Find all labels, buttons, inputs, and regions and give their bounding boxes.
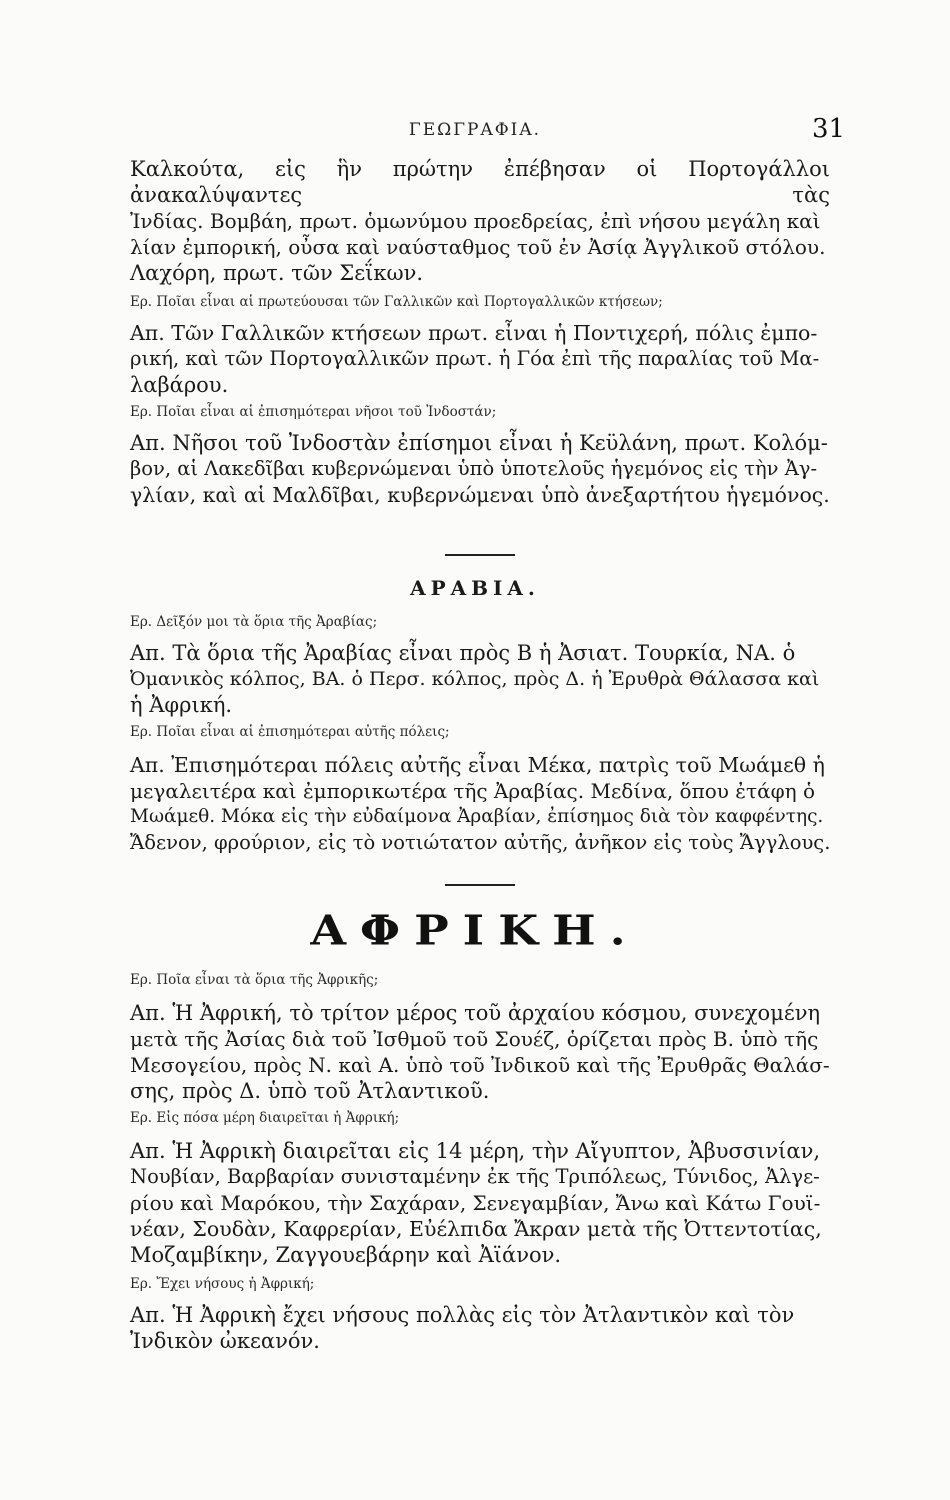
text-line: Απ. Ἐπισημότεραι πόλεις αὐτῆς εἶναι Μέκα, πατρὶς τοῦ Μωάμεθ ἡ bbox=[130, 753, 825, 777]
africa-section bbox=[130, 970, 830, 1354]
text-line: Μοζαμβίκην, Ζαγγουεβάρην καὶ Ἀϊάνον. bbox=[130, 1243, 562, 1267]
text-line: ρίου καὶ Μαρόκου, τὴν Σαχάραν, Σενεγαμβίαν, Ἄνω καὶ Κάτω Γουϊ- bbox=[130, 1191, 821, 1215]
answer bbox=[130, 430, 830, 508]
text-line: Ἄδενον, φρούριον, εἰς τὸ νοτιώτατον αὐτῆς, ἀνῆκον εἰς τοὺς Ἄγγλους. bbox=[130, 831, 831, 854]
text-line: Απ. Τὰ ὅρια τῆς Ἀραβίας εἶναι πρὸς Β ἡ Ἀσιατ. Τουρκία, ΝΑ. ὁ bbox=[130, 641, 796, 665]
text-line: ρική, καὶ τῶν Πορτογαλλικῶν πρωτ. ἡ Γόα ἐπὶ τῆς παραλίας τοῦ Μα- bbox=[130, 347, 820, 370]
question: Ερ. Ποῖαι εἶναι αἱ ἐπισημότεραι αὐτῆς πόλεις; bbox=[130, 724, 450, 740]
text-line: λαβάρου. bbox=[130, 373, 229, 397]
text-line: μεγαλειτέρα καὶ ἐμπορικωτέρα τῆς Ἀραβίας. Μεδίνα, ὅπου ἐτάφη ὁ bbox=[130, 779, 815, 803]
text-line: Απ. Τῶν Γαλλικῶν κτήσεων πρωτ. εἶναι ἡ Ποντιχερή, πόλις ἐμπο- bbox=[130, 321, 818, 345]
india-section bbox=[130, 156, 830, 508]
section-divider bbox=[445, 884, 515, 886]
text-line: Ἰνδίας. Βομβάη, πρωτ. ὁμωνύμου προεδρείας, ἐπὶ νήσου μεγάλη καὶ bbox=[130, 209, 821, 233]
text-line: Νουβίαν, Βαρβαρίαν συνισταμένην ἐκ τῆς Τριπόλεως, Τύνιδος, Ἀλγε- bbox=[130, 1165, 820, 1188]
text-line: σης, πρὸς Δ. ὑπὸ τοῦ Ἀτλαντικοῦ. bbox=[130, 1079, 490, 1103]
text-line: μετὰ τῆς Ἀσίας διὰ τοῦ Ἰσθμοῦ τοῦ Σουέζ, ὁρίζεται πρὸς Β. ὑπὸ τῆς bbox=[130, 1027, 819, 1051]
text-line: γλίαν, καὶ αἱ Μαλδῖβαι, κυβερνώμεναι ὑπὸ ἀνεξαρτήτου ἡγεμόνος. bbox=[130, 483, 830, 507]
question: Ερ. Ποῖαι εἶναι αἱ πρωτεύουσαι τῶν Γαλλικῶν καὶ Πορτογαλλικῶν κτήσεων; bbox=[130, 294, 663, 310]
question: Ερ. Εἰς πόσα μέρη διαιρεῖται ἡ Ἀφρική; bbox=[130, 1110, 400, 1126]
answer bbox=[130, 320, 830, 398]
text-line: Απ. Ἡ Ἀφρική, τὸ τρίτον μέρος τοῦ ἀρχαίου κόσμου, συνεχομένη bbox=[130, 1001, 821, 1025]
text-line: ἡ Ἀφρική. bbox=[130, 693, 233, 717]
text-line: Μωάμεθ. Μόκα εἰς τὴν εὐδαίμονα Ἀραβίαν, ἐπίσημος διὰ τὸν καφφέντης. bbox=[130, 806, 824, 827]
question: Ερ. Δεῖξόν μοι τὰ ὅρια τῆς Ἀραβίας; bbox=[130, 614, 378, 630]
running-title: ΓΕΩΓΡΑΦΙΑ. bbox=[408, 120, 542, 140]
answer bbox=[130, 1138, 830, 1268]
answer bbox=[130, 640, 830, 718]
text-line: Απ. Ἡ Ἀφρικὴ διαιρεῖται εἰς 14 μέρη, τὴν Αἴγυπτον, Ἀβυσσινίαν, bbox=[130, 1139, 821, 1163]
arabia-heading: ΑΡΑΒΙΑ. bbox=[410, 576, 540, 600]
text-line: Μεσογείου, πρὸς Ν. καὶ Α. ὑπὸ τοῦ Ἰνδικοῦ καὶ τῆς Ἐρυθρᾶς Θαλάσ- bbox=[130, 1053, 830, 1077]
africa-heading: ΑΦΡΙΚΗ. bbox=[310, 905, 640, 955]
arabia-section bbox=[130, 612, 830, 856]
question: Ερ. Ποῖα εἶναι τὰ ὅρια τῆς Ἀφρικῆς; bbox=[130, 972, 379, 988]
text-line: Ὀμανικὸς κόλπος, ΒΑ. ὁ Περσ. κόλπος, πρὸς Δ. ἡ Ἐρυθρὰ Θάλασσα καὶ bbox=[130, 668, 820, 690]
text-line: Καλκούτα, εἰς ἣν πρώτην ἐπέβησαν οἱ Πορτογάλλοι ἀνακαλύψαντες τὰς bbox=[130, 157, 830, 207]
text-line: Απ. Ἡ Ἀφρικὴ ἔχει νήσους πολλὰς εἰς τὸν Ἀτλαντικὸν καὶ τὸν bbox=[130, 1303, 795, 1327]
question: Ερ. Ἔχει νήσους ἡ Ἀφρική; bbox=[130, 1276, 315, 1292]
question: Ερ. Ποῖαι εἶναι αἱ ἐπισημότεραι νῆσοι τοῦ Ἰνδοστάν; bbox=[130, 404, 497, 420]
answer bbox=[130, 1000, 830, 1104]
text-line: Ἰνδικὸν ὠκεανόν. bbox=[130, 1329, 320, 1353]
text-line: νέαν, Σουδὰν, Καφρερίαν, Εὐέλπιδα Ἄκραν μετὰ τῆς Ὀττεντοτίας, bbox=[130, 1217, 822, 1241]
text-line: Απ. Νῆσοι τοῦ Ἰνδοστὰν ἐπίσημοι εἶναι ἡ Κεϋλάνη, πρωτ. Κολόμ- bbox=[130, 431, 828, 455]
page-number: 31 bbox=[812, 114, 846, 144]
text-line: βον, αἱ Λακεδῖβαι κυβερνώμεναι ὑπὸ ὑποτελοῦς ἡγεμόνος εἰς τὴν Ἀγ- bbox=[130, 457, 818, 480]
text-line: Λαχόρη, πρωτ. τῶν Σεΐκων. bbox=[130, 261, 424, 285]
section-divider bbox=[445, 554, 515, 556]
answer bbox=[130, 1302, 830, 1354]
answer bbox=[130, 752, 830, 856]
text-line: λίαν ἐμπορική, οὖσα καὶ ναύσταθμος τοῦ ἐν Ἀσίᾳ Ἀγγλικοῦ στόλου. bbox=[130, 235, 826, 259]
